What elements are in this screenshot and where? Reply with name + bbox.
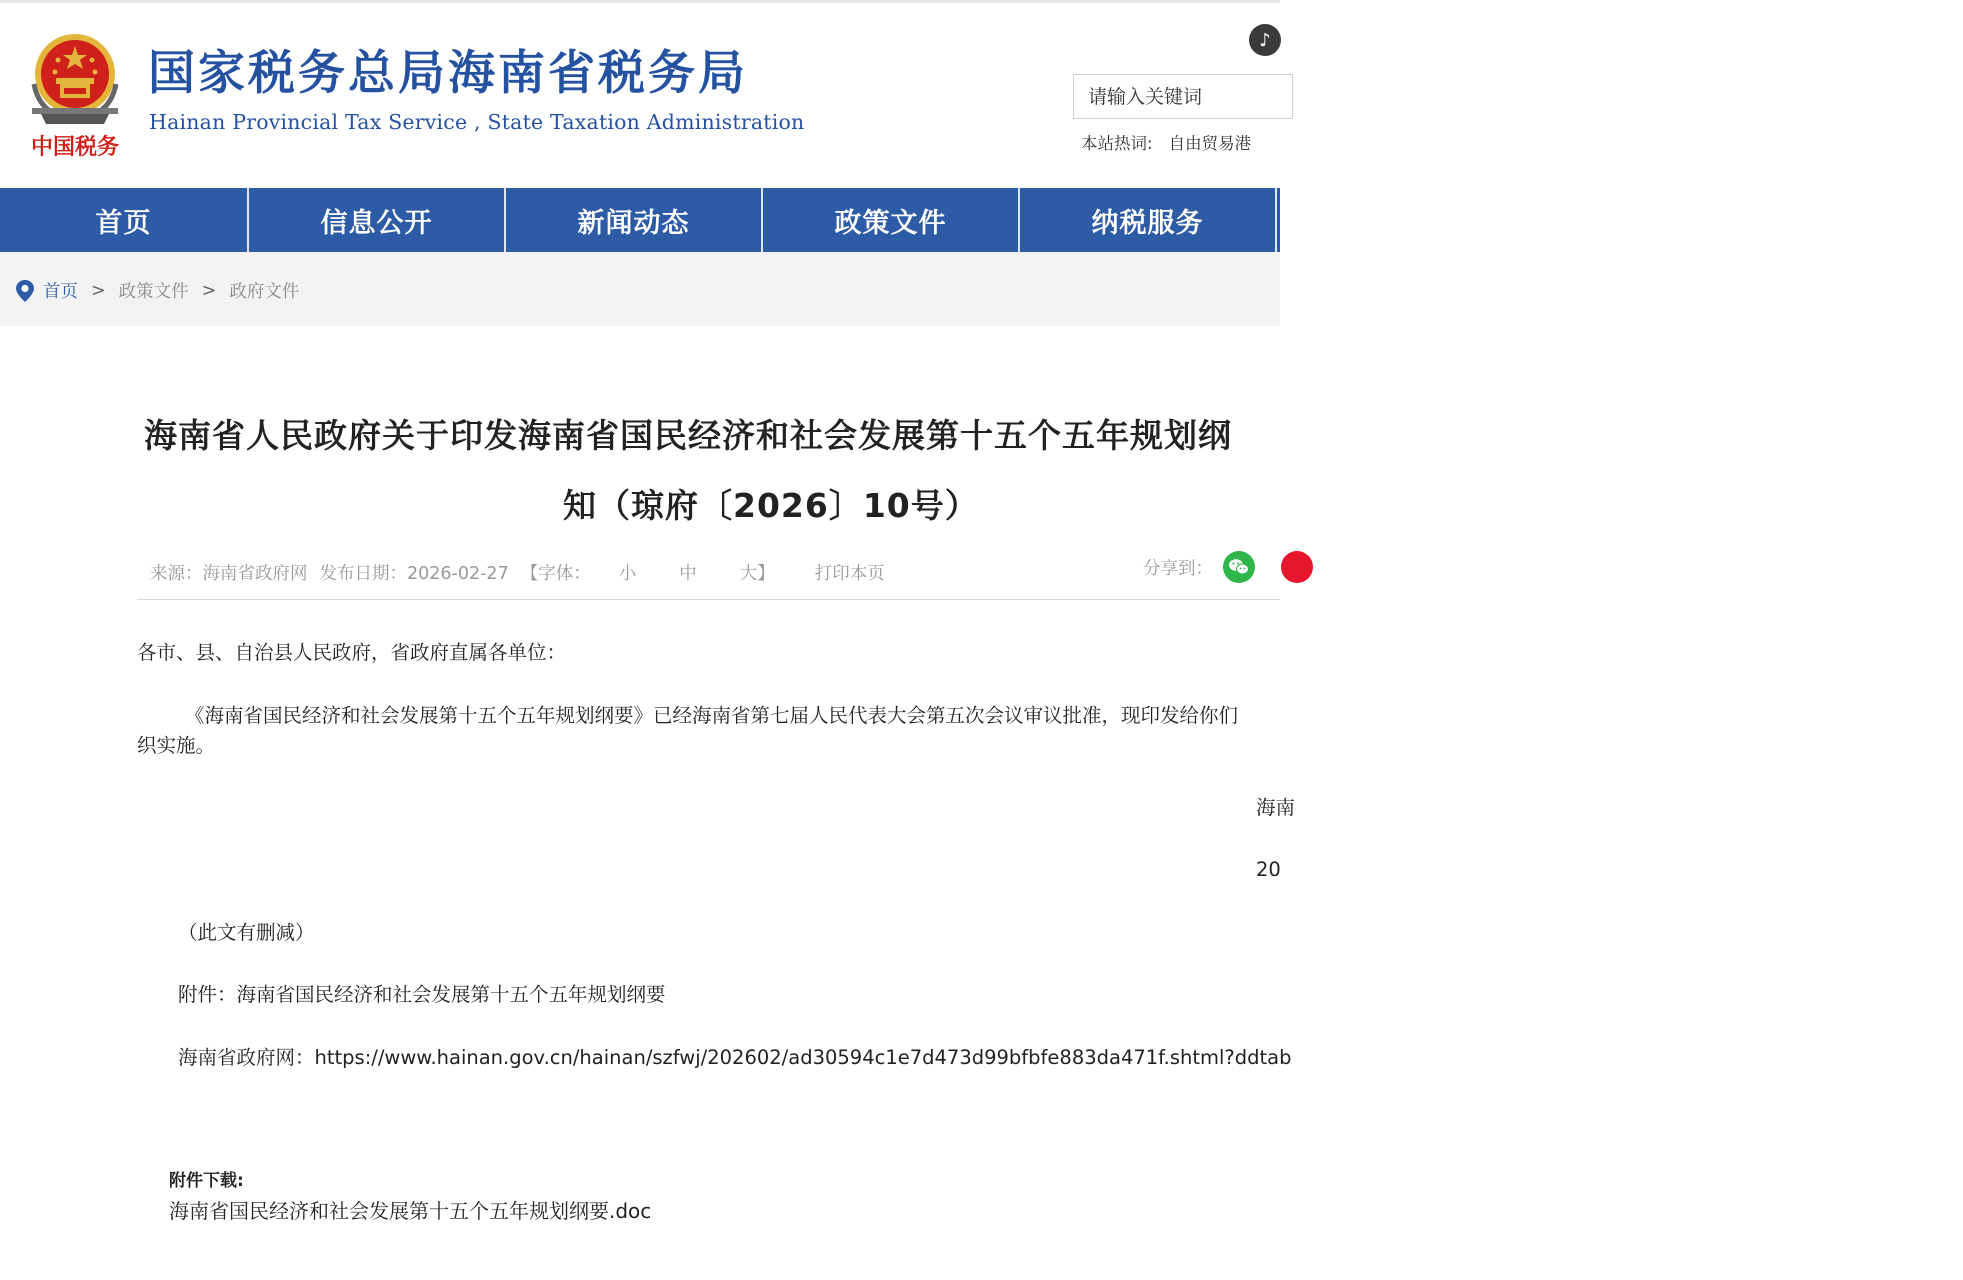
main-nav [0,188,1280,252]
signature-issuer: 海南 [1256,796,1296,819]
breadcrumb [15,278,299,303]
nav-item-news[interactable]: 新闻动态 [506,188,763,252]
site-header [0,0,1280,188]
site-subtitle: Hainan Provincial Tax Service , State Taxation Administration [149,110,805,134]
hot-word-link[interactable]: 自由贸易港 [1168,134,1252,153]
abridged-note: （此文有删减） [178,921,315,944]
douyin-icon[interactable]: ♪ [1249,24,1281,56]
body-paragraph-line-1: 《海南省国民经济和社会发展第十五个五年规划纲要》已经海南省第七届人民代表大会第五次会议审议批准，现印发给你们 [185,704,1239,727]
meta-divider [137,599,1280,600]
search-box[interactable] [1073,74,1293,119]
attachment-line: 附件：海南省国民经济和社会发展第十五个五年规划纲要 [178,983,666,1006]
nav-item-policy-documents[interactable]: 政策文件 [763,188,1020,252]
body-paragraph-line-2: 织实施。 [137,734,216,757]
print-page-link[interactable]: 打印本页 [814,564,885,584]
nav-item-info-disclosure[interactable]: 信息公开 [249,188,506,252]
signature-date: 20 [1256,858,1281,881]
font-size-small[interactable]: 小 [618,564,637,584]
breadcrumb-policy-documents[interactable]: 政策文件 [118,282,189,302]
emblem-caption: 中国税务 [30,134,120,160]
nav-item-tax-service[interactable]: 纳税服务 [1020,188,1277,252]
font-size-label: 【字体： [520,564,591,584]
location-pin-icon [15,279,35,303]
download-file-link[interactable]: 海南省国民经济和社会发展第十五个五年规划纲要.doc [169,1199,652,1223]
salutation: 各市、县、自治县人民政府，省政府直属各单位： [137,641,567,664]
breadcrumb-home[interactable]: 首页 [43,282,78,302]
article-date: 发布日期：2026-02-27 [319,564,509,584]
share-label: 分享到： [1143,558,1213,579]
font-size-medium[interactable]: 中 [679,564,697,584]
weibo-icon[interactable] [1281,551,1313,583]
breadcrumb-separator: > [91,280,106,301]
hot-words-label: 本站热词: [1081,134,1153,153]
breadcrumb-separator: > [201,280,217,301]
hot-words [1081,130,1251,154]
search-input[interactable] [1074,75,1292,118]
download-label: 附件下载: [169,1171,244,1191]
nav-item-home[interactable]: 首页 [0,188,249,252]
font-size-large[interactable]: 大】 [739,564,775,584]
share-bar [1143,551,1313,583]
article-title-line-1: 海南省人民政府关于印发海南省国民经济和社会发展第十五个五年规划纲 [144,416,1232,455]
source-link[interactable]: 海南省政府网：https://www.hainan.gov.cn/hainan/szfwj/202602/ad30594c1e7d473d99bfbfe883da471f.shtml?ddtab [178,1046,1292,1069]
article-title-line-2: 知（琼府〔2026〕10号） [563,486,979,525]
breadcrumb-government-documents[interactable]: 政府文件 [229,282,300,302]
article-meta [150,560,885,585]
breadcrumb-bar [0,252,1280,326]
article-source: 来源：海南省政府网 [150,564,308,584]
top-rule [0,0,1280,3]
wechat-icon[interactable] [1223,551,1255,583]
site-title[interactable]: 国家税务总局海南省税务局 [148,46,748,101]
national-emblem-logo[interactable] [22,24,128,164]
